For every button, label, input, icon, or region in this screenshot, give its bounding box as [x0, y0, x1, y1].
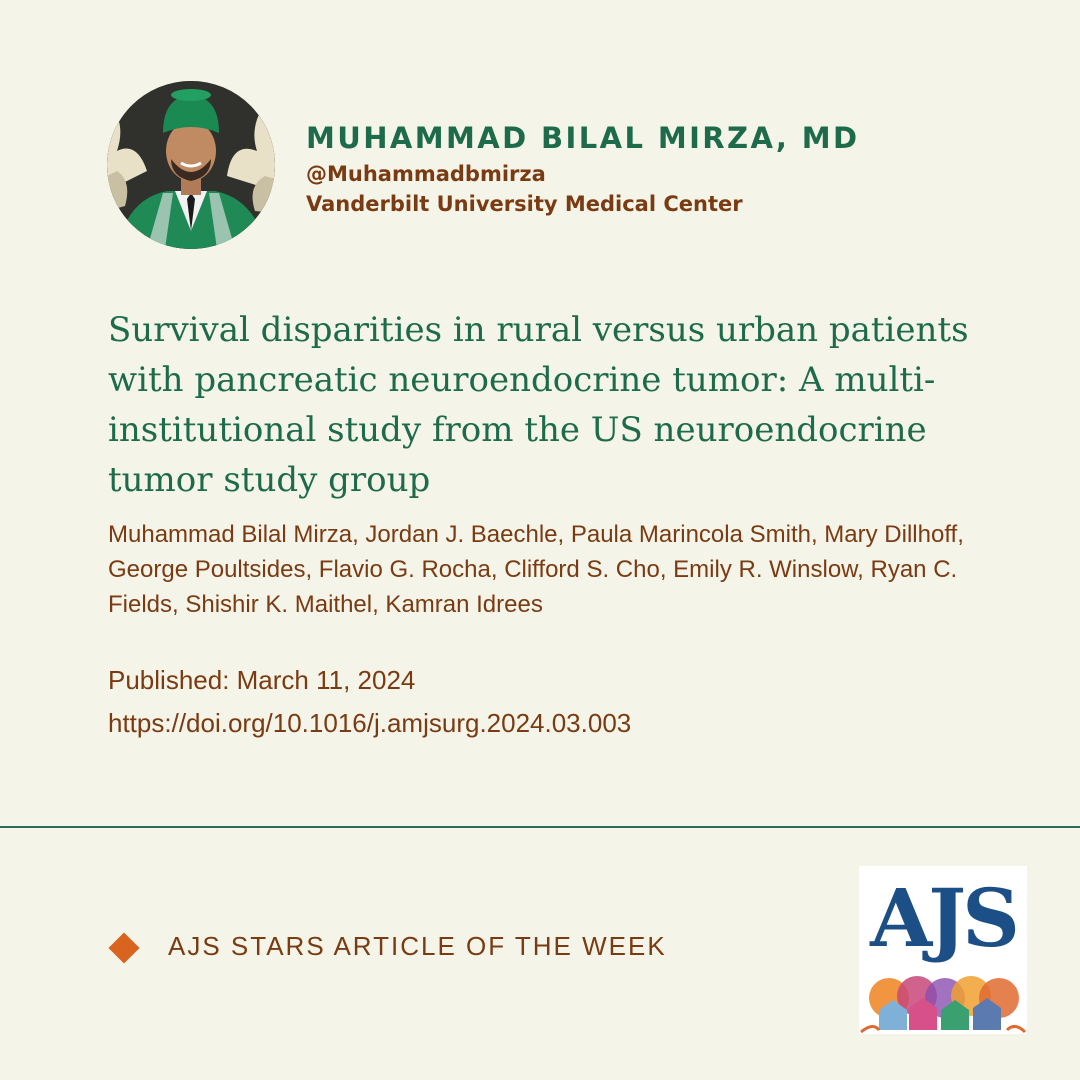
author-info — [306, 120, 859, 219]
article-title: Survival disparities in rural versus urban patients with pancreatic neuroendocrine tumor: A multi-institutional study from the US neuroendocrine tumor study group — [108, 310, 969, 500]
author-name: MUHAMMAD BILAL MIRZA, MD — [306, 121, 860, 155]
logo-figures-icon — [859, 974, 1027, 1034]
doi-link[interactable]: https://doi.org/10.1016/j.amjsurg.2024.03.003 — [108, 708, 632, 738]
publish-date: Published: March 11, 2024 — [108, 665, 416, 695]
author-handle[interactable]: @Muhammadbmirza — [306, 162, 546, 186]
diamond-icon — [108, 932, 139, 963]
logo-wordmark: AJS — [870, 871, 1016, 965]
ajs-logo — [859, 866, 1027, 1034]
author-photo-icon — [107, 81, 275, 249]
footer-label: AJS STARS ARTICLE OF THE WEEK — [168, 931, 667, 961]
author-institution: Vanderbilt University Medical Center — [306, 192, 743, 216]
author-avatar — [107, 81, 275, 249]
article-authors: Muhammad Bilal Mirza, Jordan J. Baechle, Paula Marincola Smith, Mary Dillhoff, George Poultsides, Flavio G. Rocha, Clifford S. Cho, Emily R. Winslow, Ryan C. Fields, Shishir K. Maithel, Kamran Idrees — [108, 521, 964, 618]
section-divider — [0, 826, 1080, 828]
